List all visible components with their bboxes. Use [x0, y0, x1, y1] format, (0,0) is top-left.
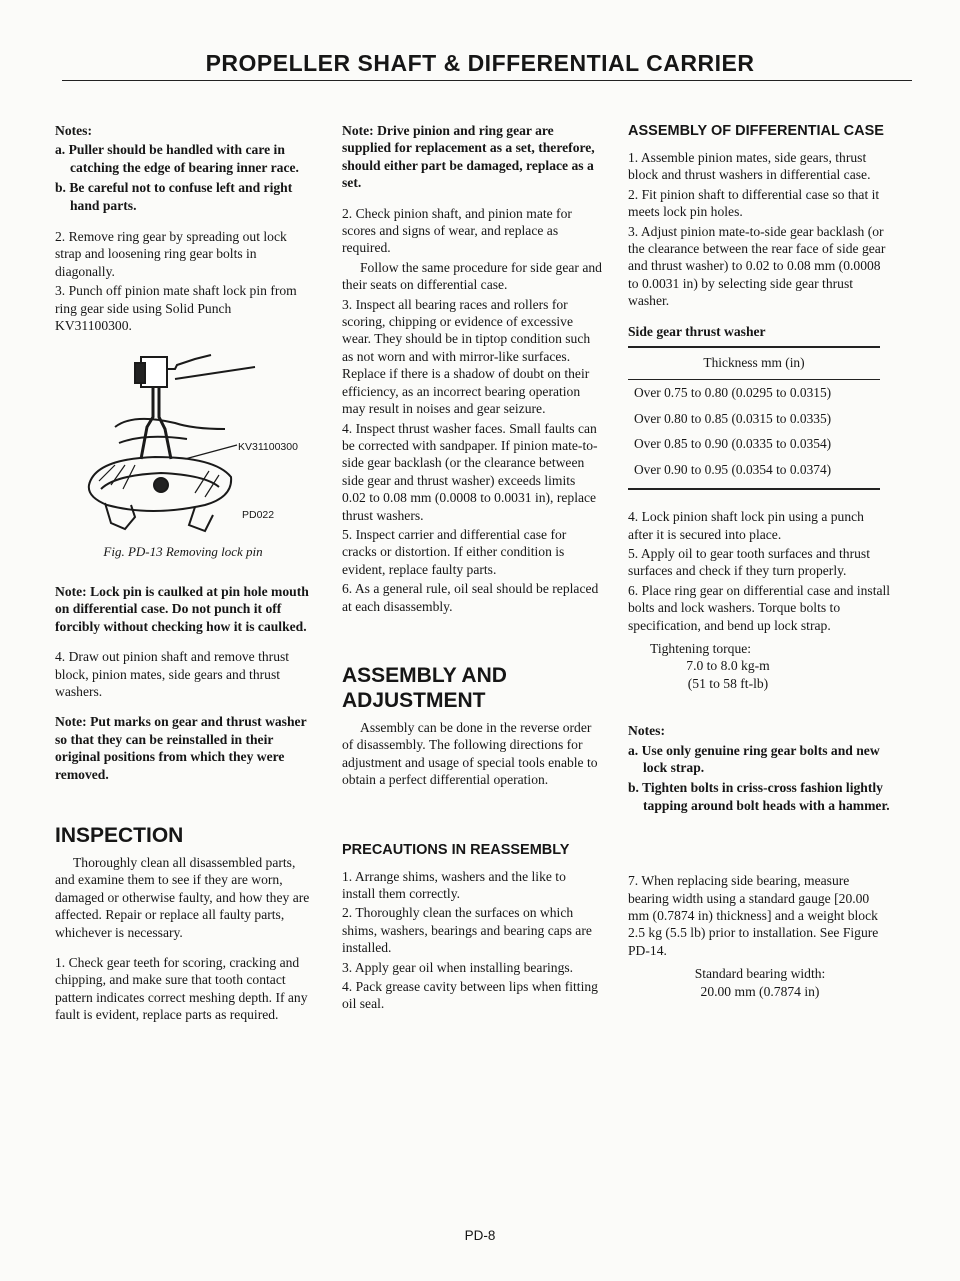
figure-caption: Fig. PD-13 Removing lock pin: [103, 544, 263, 560]
assembly-step-3: 3. Adjust pinion mate-to-side gear backlash (or the clearance between the rear face of side gear and thrust washer) to 0.02 to 0.08 mm (0.0008 to 0.0031 in) by selecting side gear thrust washer.: [628, 223, 886, 309]
precautions-heading: PRECAUTIONS IN REASSEMBLY: [342, 841, 570, 858]
inspection-intro: Thoroughly clean all disassembled parts, and examine them to see if they are worn, damaged or otherwise faulty, and how they are affected. Repair or replace all faulty parts, whichever is necessary.: [55, 854, 310, 940]
note-criss-cross: b. Tighten bolts in criss-cross fashion lightly tapping around bolt heads with a hammer.: [628, 780, 890, 813]
precaution-3: 3. Apply gear oil when installing bearings.: [342, 959, 574, 975]
header-rule: [62, 80, 912, 81]
assembly-step-2: 2. Fit pinion shaft to differential case so that it meets lock pin holes.: [628, 186, 880, 220]
note-b: b. Be careful not to confuse left and right hand parts.: [55, 180, 293, 213]
torque-label: Tightening torque:: [650, 640, 752, 656]
thrust-washer-table: [628, 346, 880, 490]
table-title: Side gear thrust washer: [628, 323, 766, 339]
standard-width-label: Standard bearing width:: [694, 966, 826, 982]
figure-code: PD022: [242, 509, 275, 522]
assembly-step-1: 1. Assemble pinion mates, side gears, thrust block and thrust washers in differential case.: [628, 150, 871, 183]
inspection-item-5: 5. Inspect carrier and differential case for cracks or distortion. If either condition is evident, replace faulty parts.: [342, 526, 567, 577]
inspection-item-4: 4. Inspect thrust washer faces. Small faults can be corrected with sandpaper. If pinion mate-to-side gear backlash (or the clearance between side gear and thrust washer) exceeds limits 0.02 to 0.08 mm (0.0008 to 0.0031 in), replace thrust washers.: [342, 420, 598, 523]
table-row: Over 0.85 to 0.90 (0.0335 to 0.0354): [634, 436, 832, 452]
step-3: 3. Punch off pinion mate shaft lock pin from ring gear side using Solid Punch KV31100300.: [55, 283, 297, 334]
table-row: Over 0.80 to 0.85 (0.0315 to 0.0335): [634, 410, 832, 426]
assembly-of-differential-case-heading: ASSEMBLY OF DIFFERENTIAL CASE: [628, 123, 884, 139]
inspection-item-2: 2. Check pinion shaft, and pinion mate for scores and signs of wear, and replace as required.: [342, 205, 572, 256]
standard-width-value: 20.00 mm (0.7874 in): [700, 983, 820, 999]
inspection-item-2b: Follow the same procedure for side gear and their seats on differential case.: [342, 259, 602, 293]
assembly-step-5: 5. Apply oil to gear tooth surfaces and thrust surfaces and check if they turn properly.: [628, 545, 870, 579]
note-a: a. Puller should be handled with care in catching the edge of bearing inner race.: [55, 142, 299, 175]
step-4: 4. Draw out pinion shaft and remove thrust block, pinion mates, side gears and thrust washers.: [55, 649, 290, 699]
page-number: PD-8: [464, 1228, 496, 1243]
inspection-item-1: 1. Check gear teeth for scoring, cracking and chipping, and make sure that tooth contact pattern indicates correct meshing depth. If any fault is evident, replace parts as required.: [55, 954, 308, 1023]
note-drive-pinion: Note: Drive pinion and ring gear are supplied for replacement as a set, therefore, should either part be damaged, replace as a set.: [342, 123, 595, 191]
page-header: PROPELLER SHAFT & DIFFERENTIAL CARRIER: [205, 50, 755, 76]
table-row: Over 0.90 to 0.95 (0.0354 to 0.0374): [628, 457, 880, 489]
figure-removing-lock-pin: [55, 347, 311, 537]
inspection-item-3: 3. Inspect all bearing races and rollers for scoring, chipping or evidence of excessive wear. They should be in tiptop condition such as not worn and with mirror-like surfaces. Replace if there is a shadow of doubt on their efficiency, as an incorrect bearing operation may result in noises and gear seizure.: [342, 296, 591, 417]
column-2: [342, 122, 602, 1026]
table-header: Thickness mm (in): [628, 347, 880, 380]
tool-number-label: KV31100300: [238, 441, 298, 454]
notes-label: Notes:: [55, 123, 92, 138]
assembly-step-6: 6. Place ring gear on differential case and install bolts and lock washers. Torque bolts to specification, and bend up lock strap.: [628, 582, 891, 633]
inspection-item-6: 6. As a general rule, oil seal should be replaced at each disassembly.: [342, 581, 599, 614]
column-1: [55, 122, 311, 1037]
precaution-1: 1. Arrange shims, washers and the like to install them correctly.: [342, 868, 566, 901]
inspection-heading: INSPECTION: [55, 823, 184, 847]
assembly-step-7: 7. When replacing side bearing, measure bearing width using a standard gauge [20.00 mm (0.7874 in) thickness] and a weight block 2.5 kg (5.5 lb) prior to installation. See Figure PD-14.: [628, 873, 879, 958]
table-row: Over 0.75 to 0.80 (0.0295 to 0.0315): [634, 385, 832, 401]
precaution-2: 2. Thoroughly clean the surfaces on which shims, washers, bearings and bearing caps are installed.: [342, 905, 592, 956]
note-marks: Note: Put marks on gear and thrust washer so that they can be reinstalled in their original positions from which they were removed.: [55, 714, 307, 782]
notes-label-3: Notes:: [628, 723, 665, 739]
column-3: [628, 122, 892, 1000]
note-lock-pin: Note: Lock pin is caulked at pin hole mouth on differential case. Do not punch it off forcibly without checking how it is caulked.: [55, 583, 309, 634]
assembly-step-4: 4. Lock pinion shaft lock pin using a punch after it is secured into place.: [628, 509, 864, 542]
precaution-4: 4. Pack grease cavity between lips when fitting oil seal.: [342, 979, 598, 1012]
assembly-heading: ASSEMBLY AND ADJUSTMENT: [342, 663, 507, 712]
note-genuine-bolts: a. Use only genuine ring gear bolts and new lock strap.: [628, 742, 880, 775]
step-2: 2. Remove ring gear by spreading out lock strap and loosening ring gear bolts in diagonally.: [55, 229, 287, 279]
torque-value-metric: 7.0 to 8.0 kg-m: [686, 658, 770, 674]
assembly-intro: Assembly can be done in the reverse order of disassembly. The following directions for adjustment and usage of special tools enable to obtain a perfect differential operation.: [342, 719, 598, 788]
torque-value-imperial: (51 to 58 ft-lb): [687, 675, 769, 691]
